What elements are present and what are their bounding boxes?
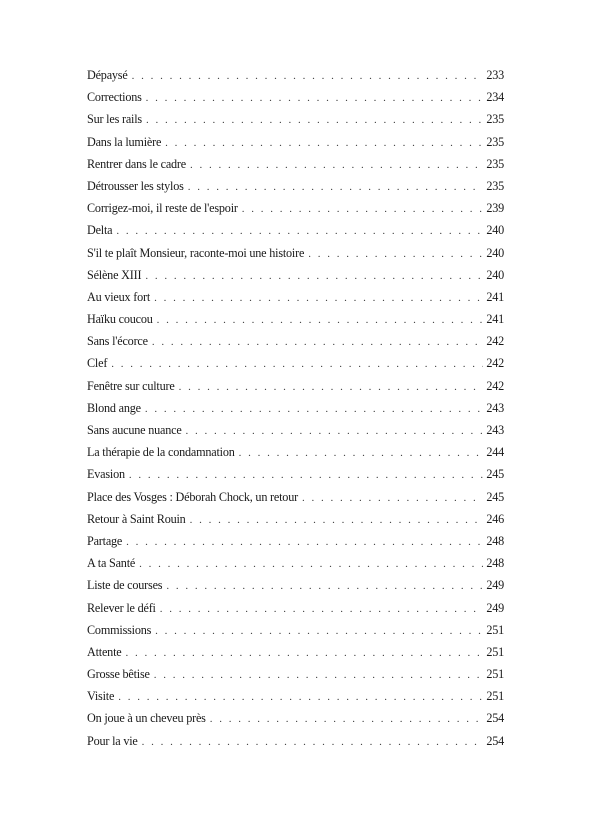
dot-leader	[129, 469, 483, 481]
toc-entry-page-number: 235	[486, 156, 504, 171]
dot-leader	[146, 114, 483, 126]
toc-entry-title: Relever le défi	[87, 600, 156, 615]
toc-entry-page-number: 243	[486, 400, 504, 415]
toc-entry	[87, 512, 504, 534]
toc-entry	[87, 135, 504, 157]
toc-entry-title: Corrections	[87, 90, 142, 105]
dot-leader	[166, 580, 483, 592]
dot-leader	[125, 647, 483, 659]
dot-leader	[145, 270, 483, 282]
toc-entry	[87, 68, 504, 90]
toc-entry	[87, 290, 504, 312]
toc-entry	[87, 223, 504, 245]
toc-entry-title: Dépaysé	[87, 68, 128, 82]
toc-entry-page-number: 235	[486, 178, 504, 193]
toc-entry	[87, 379, 504, 401]
toc-entry-title: Retour à Saint Rouin	[87, 511, 186, 526]
toc-entry-title: Delta	[87, 223, 113, 238]
toc-entry-page-number: 243	[486, 423, 504, 437]
dot-leader	[210, 713, 484, 725]
toc-entry-title: Rentrer dans le cadre	[87, 156, 187, 171]
toc-entry	[87, 312, 504, 334]
dot-leader	[118, 691, 483, 703]
toc-entry-page-number: 251	[486, 667, 504, 682]
toc-entry-page-number: 242	[486, 356, 504, 371]
toc-entry-title: S'il te plaît Monsieur, raconte-moi une histoire	[87, 245, 305, 260]
toc-entry-title: Partage	[87, 533, 123, 548]
dot-leader	[126, 536, 483, 548]
toc-entry-title: Attente	[87, 644, 122, 659]
toc-entry	[87, 623, 504, 645]
dot-leader	[302, 492, 483, 504]
toc-entry-page-number: 241	[486, 312, 504, 327]
dot-leader	[242, 203, 484, 215]
toc-entry-title: Commissions	[87, 622, 152, 637]
toc-entry	[87, 401, 504, 423]
toc-entry-title: Liste de courses	[87, 578, 163, 593]
toc-entry-title: Sans aucune nuance	[87, 423, 182, 437]
toc-entry-title: Détrousser les stylos	[87, 178, 184, 193]
toc-entry	[87, 179, 504, 201]
toc-entry	[87, 334, 504, 356]
toc-entry	[87, 356, 504, 378]
toc-entry-page-number: 244	[486, 445, 504, 460]
toc-entry-title: Au vieux fort	[87, 289, 151, 304]
toc-entry-page-number: 240	[486, 267, 504, 282]
dot-leader	[155, 625, 483, 637]
toc-entry	[87, 490, 504, 512]
toc-entry-page-number: 240	[486, 245, 504, 260]
toc-entry-page-number: 254	[486, 733, 504, 748]
toc-entry-page-number: 233	[486, 68, 504, 82]
toc-entry-page-number: 240	[486, 223, 504, 238]
toc-entry-title: Fenêtre sur culture	[87, 378, 175, 393]
toc-entry	[87, 689, 504, 711]
toc-entry-title: Sans l'écorce	[87, 334, 148, 349]
toc-entry	[87, 467, 504, 489]
toc-entry-page-number: 246	[486, 511, 504, 526]
toc-entry	[87, 423, 504, 445]
toc-entry	[87, 246, 504, 268]
dot-leader	[154, 669, 484, 681]
toc-entry-title: La thérapie de la condamnation	[87, 445, 235, 460]
toc-entry-page-number: 251	[486, 689, 504, 704]
toc-entry-title: Dans la lumière	[87, 134, 162, 149]
toc-entry-page-number: 241	[486, 289, 504, 304]
dot-leader	[188, 181, 484, 193]
toc-entry-page-number: 235	[486, 134, 504, 149]
dot-leader	[154, 292, 483, 304]
toc-entry-page-number: 249	[486, 600, 504, 615]
table-of-contents	[87, 68, 504, 756]
toc-entry-title: Pour la vie	[87, 733, 138, 748]
toc-entry	[87, 645, 504, 667]
toc-entry	[87, 201, 504, 223]
toc-entry	[87, 556, 504, 578]
toc-entry	[87, 112, 504, 134]
toc-entry-page-number: 248	[486, 556, 504, 571]
toc-entry-title: Blond ange	[87, 400, 141, 415]
dot-leader	[165, 137, 483, 149]
toc-entry-page-number: 234	[486, 90, 504, 105]
dot-leader	[111, 358, 483, 370]
dot-leader	[152, 336, 483, 348]
toc-entry	[87, 711, 504, 733]
toc-entry-title: A ta Santé	[87, 556, 136, 571]
dot-leader	[190, 159, 483, 171]
toc-entry-page-number: 239	[486, 201, 504, 216]
toc-entry	[87, 578, 504, 600]
toc-entry-page-number: 245	[486, 489, 504, 504]
dot-leader	[145, 403, 483, 415]
toc-entry-page-number: 242	[486, 334, 504, 349]
toc-entry	[87, 157, 504, 179]
dot-leader	[190, 514, 484, 526]
toc-entry-page-number: 251	[486, 644, 504, 659]
toc-entry-page-number: 254	[486, 711, 504, 726]
toc-entry-title: Clef	[87, 356, 108, 371]
dot-leader	[139, 558, 483, 570]
dot-leader	[116, 225, 483, 237]
toc-entry-title: Visite	[87, 689, 115, 704]
toc-entry-title: Corrigez-moi, il reste de l'espoir	[87, 201, 238, 216]
toc-entry	[87, 445, 504, 467]
toc-entry	[87, 601, 504, 623]
dot-leader	[239, 447, 484, 459]
toc-entry-title: Evasion	[87, 467, 125, 482]
toc-entry-page-number: 251	[486, 622, 504, 637]
toc-entry-page-number: 248	[486, 533, 504, 548]
dot-leader	[146, 92, 484, 104]
dot-leader	[157, 314, 484, 326]
dot-leader	[179, 381, 484, 393]
dot-leader	[142, 736, 484, 748]
toc-entry-title: Haïku coucou	[87, 312, 153, 327]
toc-entry	[87, 534, 504, 556]
dot-leader	[186, 425, 484, 437]
toc-entry	[87, 734, 504, 756]
toc-entry-page-number: 245	[486, 467, 504, 482]
toc-entry-title: Sur les rails	[87, 112, 142, 127]
dot-leader	[160, 603, 484, 615]
toc-entry-page-number: 235	[486, 112, 504, 127]
toc-entry-page-number: 249	[486, 578, 504, 593]
toc-entry-title: On joue à un cheveu près	[87, 711, 206, 726]
toc-entry	[87, 90, 504, 112]
toc-entry-page-number: 242	[486, 378, 504, 393]
toc-entry-title: Grosse bêtise	[87, 667, 150, 682]
toc-entry	[87, 667, 504, 689]
toc-entry-title: Place des Vosges : Déborah Chock, un retour	[87, 489, 298, 504]
dot-leader	[132, 70, 484, 82]
toc-entry	[87, 268, 504, 290]
toc-entry-title: Sélène XIII	[87, 267, 142, 282]
dot-leader	[308, 248, 483, 260]
